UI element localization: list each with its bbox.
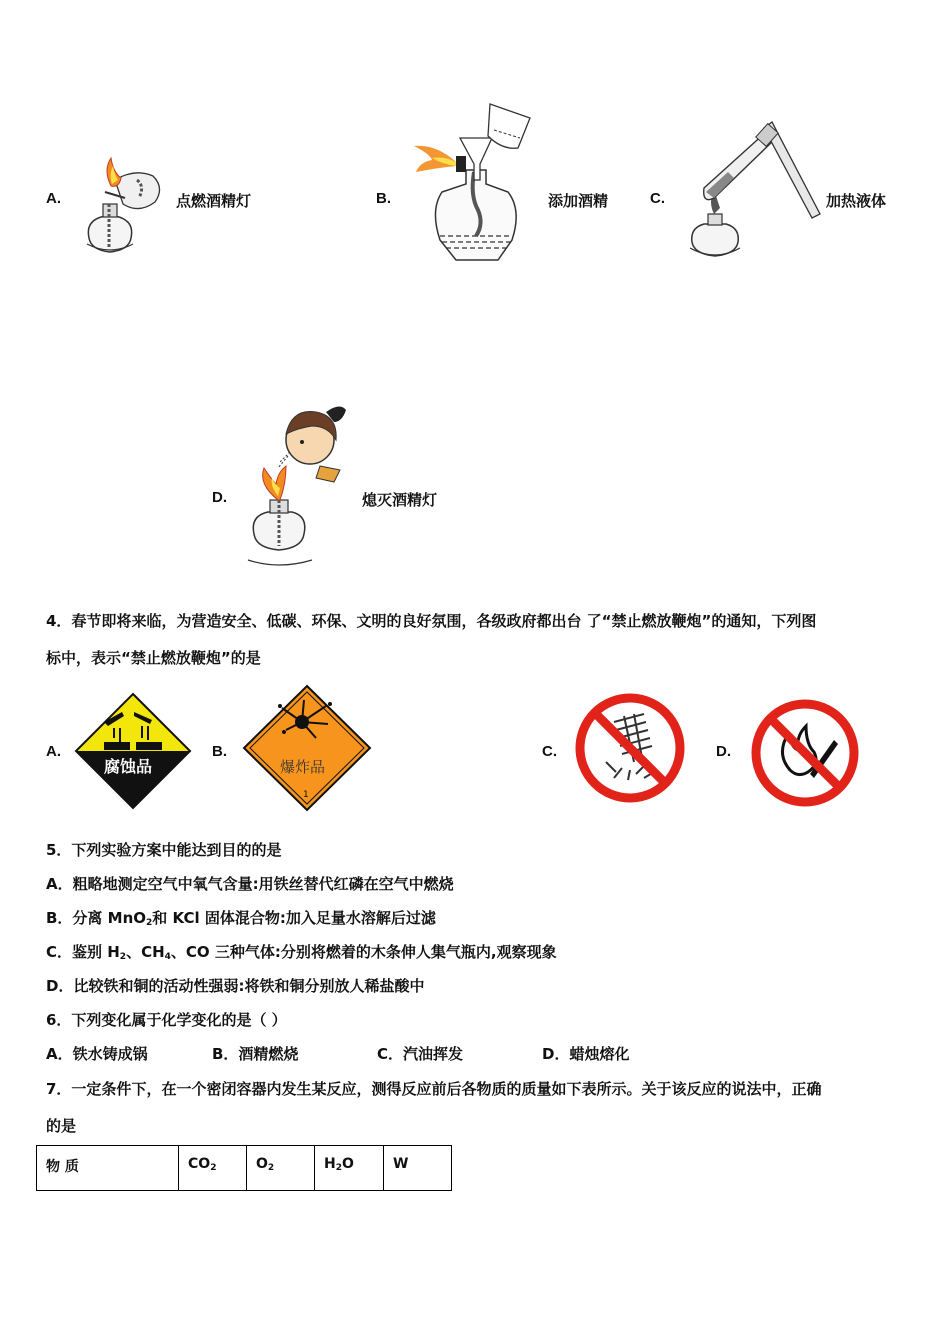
q7-stem-line2: 的是 bbox=[46, 1117, 77, 1135]
q6-stem: 6．下列变化属于化学变化的是（ ） bbox=[46, 1011, 287, 1029]
adding-alcohol-illustration bbox=[412, 100, 537, 270]
table-header-w: W bbox=[384, 1146, 452, 1191]
q4-option-letter-b: B. bbox=[212, 743, 227, 760]
option-letter-a: A. bbox=[46, 190, 61, 207]
option-a-caption: 点燃酒精灯 bbox=[176, 192, 252, 210]
lighting-alcohol-lamp-illustration bbox=[75, 158, 175, 263]
option-letter-c: C. bbox=[650, 190, 665, 207]
extinguishing-lamp-illustration bbox=[242, 400, 357, 570]
explosive-sign-number: 1 bbox=[303, 790, 309, 800]
option-d-caption: 熄灭酒精灯 bbox=[362, 491, 438, 509]
table-header-h2o: $H_2O$ bbox=[315, 1146, 384, 1191]
option-c-caption: 加热液体 bbox=[826, 192, 887, 210]
q4-option-letter-d: D. bbox=[716, 743, 731, 760]
q6-option-b: B．酒精燃烧 bbox=[212, 1045, 299, 1063]
q6-option-c: C．汽油挥发 bbox=[377, 1045, 464, 1063]
heating-liquid-illustration bbox=[684, 122, 824, 270]
q6-option-d: D．蜡烛熔化 bbox=[542, 1045, 630, 1063]
table-header-co2: $CO_2$ bbox=[179, 1146, 247, 1191]
corrosive-sign-text: 腐蚀品 bbox=[104, 757, 153, 776]
q6-option-a: A．铁水铸成锅 bbox=[46, 1045, 148, 1063]
mass-table bbox=[36, 1145, 452, 1191]
table-header-substance: 物 质 bbox=[37, 1146, 179, 1191]
q4-option-letter-c: C. bbox=[542, 743, 557, 760]
option-letter-d: D. bbox=[212, 489, 227, 506]
q7-stem-line1: 7．一定条件下，在一个密闭容器内发生某反应，测得反应前后各物质的质量如下表所示。关于该反应的说法中，正确 bbox=[46, 1080, 822, 1098]
no-fire-sign bbox=[750, 698, 860, 808]
corrosive-sign bbox=[74, 692, 192, 810]
explosive-sign-text: 爆炸品 bbox=[280, 758, 326, 776]
option-b-caption: 添加酒精 bbox=[548, 192, 609, 210]
table-header-o2: $O_2$ bbox=[247, 1146, 315, 1191]
q4-stem-line2: 标中，表示“禁止燃放鞭炮”的是 bbox=[46, 649, 261, 667]
q5-stem: 5．下列实验方案中能达到目的的是 bbox=[46, 841, 282, 859]
table-header-row bbox=[37, 1146, 452, 1191]
q5-option-c: C．鉴别 $H_2$、$CH_4$、CO 三种气体:分别将燃着的木条伸人集气瓶内,观察现象 bbox=[46, 943, 557, 962]
q5-option-b: B．分离 MnO$_2$和 KCl 固体混合物:加入足量水溶解后过滤 bbox=[46, 909, 436, 928]
q4-option-letter-a: A. bbox=[46, 743, 61, 760]
option-letter-b: B. bbox=[376, 190, 391, 207]
no-firecrackers-sign bbox=[574, 692, 686, 804]
q5-option-d: D．比较铁和铜的活动性强弱:将铁和铜分别放人稀盐酸中 bbox=[46, 977, 425, 995]
q4-stem-line1: 4．春节即将来临，为营造安全、低碳、环保、文明的良好氛围，各级政府都出台 了“禁止燃放鞭炮”的通知，下列图 bbox=[46, 612, 817, 630]
q5-option-a: A．粗略地测定空气中氧气含量:用铁丝替代红磷在空气中燃烧 bbox=[46, 875, 454, 893]
